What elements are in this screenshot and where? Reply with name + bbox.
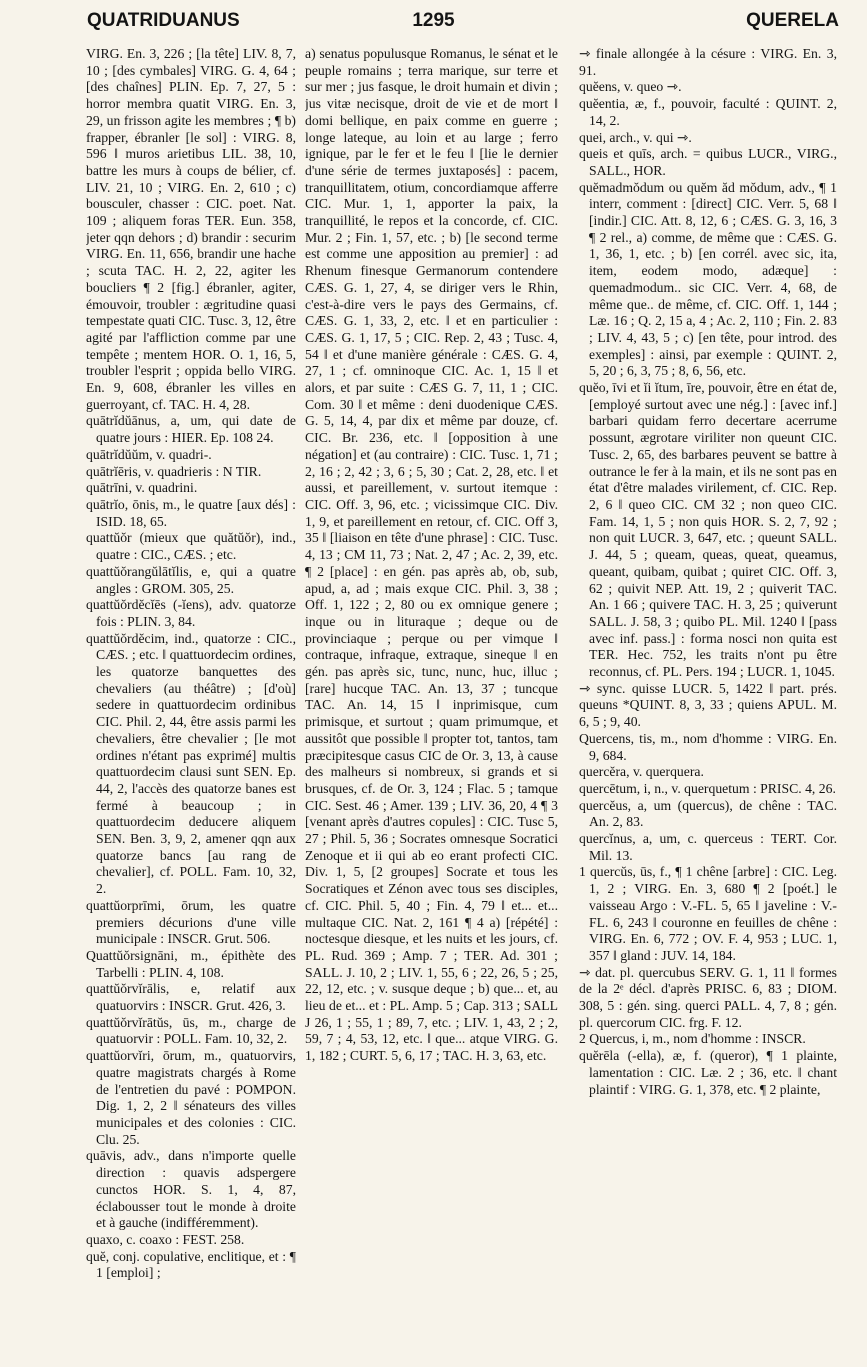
dictionary-entry: quei, arch., v. qui ⇾. [579,129,692,145]
dictionary-entry: 1 quercŭs, ūs, f., ¶ 1 chêne [arbre] : CIC. Leg. 1, 2 ; VIRG. En. 3, 680 ¶ 2 [poét.] le vaisseau Argo : V.-FL. 5, 65 ‖ javeline : V.-FL. 6, 243 ‖ couronne en feuilles de chêne : VIRG. En. 6, 772 ; OV. F. 4, 953 ; LUC. 1, 357 ‖ gland : JUV. 14, 184. [579,864,837,963]
dictionary-entry: quĕmadmŏdum ou quĕm ăd mŏdum, adv., ¶ 1 interr, comment : [direct] CIC. Verr. 5, 68 ‖ [indir.] CIC. Att. 8, 12, 6 ; CÆS. G. 3, 16, 3 ¶ 2 rel., a) comme, de même que : CÆS. G. 1, 36, 1, etc. ; b) [en corrél. avec sic, ita, item, eodem modo, adæque] : quemadmodum.. sic CIC. Verr. 4, 68, de même que.. de même, cf. CIC. Off. 1, 144 ; Læ. 16 ; Q. 2, 15 a, 4 ; Ac. 2, 110 ; Fin. 2. 83 ; LIV. 4, 43, 5 ; c) [en tête, pour introd. des exemples] : ainsi, par exemple : QUINT. 2, 5, 20 ; 6, 3, 75 ; 8, 6, 56, etc. [579,179,837,379]
dictionary-entry: quattŭŏrangŭlātĭlis, e, qui a quatre angles : GROM. 305, 25. [86,563,296,596]
dictionary-entry: quĕens, v. queo ⇾. [579,79,682,95]
dictionary-entry: quĕrēla (-ella), æ, f. (queror), ¶ 1 plainte, lamentation : CIC. Læ. 2 ; 36, etc. ‖ chant plaintif : VIRG. G. 1, 378, etc. ¶ 2 plainte, [579,1048,837,1097]
dictionary-entry: quātrīni, v. quadrini. [86,480,198,496]
dictionary-entry: quaxo, c. coaxo : FEST. 258. [86,1231,245,1247]
dictionary-entry: Quercens, tis, m., nom d'homme : VIRG. En. 9, 684. [579,730,837,763]
dictionary-entry: quattŭorvĭri, ōrum, m., quatuorvirs, quatre magistrats chargés à Rome de l'entretien du pavé : POMPON. Dig. 1, 2, 2 ‖ sénateurs des villes municipales et des colonies : CIC. Clu. 25. [86,1048,296,1147]
dictionary-entry: 2 Quercus, i, m., nom d'homme : INSCR. [579,1031,806,1047]
column-3 [579,46,837,1346]
page-header [0,10,867,42]
dictionary-entry: quercĕra, v. querquera. [579,764,704,780]
dictionary-entry: quattŭorprīmi, ōrum, les quatre premiers décurions d'une ville municipale : INSCR. Grut. 506. [86,897,296,947]
dictionary-entry: quātrĭo, ōnis, m., le quatre [aux dés] : ISID. 18, 65. [86,496,296,529]
dictionary-entry: quātrĭdŭānus, a, um, qui date de quatre jours : HIER. Ep. 108 24. [86,413,296,446]
dictionary-entry: quĕo, īvi et ĭi ĭtum, īre, pouvoir, être en état de, [employé surtout avec une nég.] : [avec inf.] barbari quidam ferro decertare acerrume possunt, ægrotare viriliter non queunt CIC. Tusc. 2, 65, des barbares peuvent se battre à outrance le fer à la main, et ils ne sont pas en état d'être malades virilement, cf. CIC. Rep. 2, 6 ‖ queo CIC. CM 32 ; non queo CIC. Fam. 14, 1, 5 ; non quis HOR. S. 2, 7, 92 ; non quit LUCR. 3, 647, etc. ; queunt SALL. J. 44, 5 ; queam, queas, queat, queamus, queant, quibam, quibat ; quiret CIC. Off. 3, 62 ; quivit NEP. Att. 19, 2 ; quiverit TAC. An. 1 66 ; quivere TAC. H. 3, 25 ; quiverunt SALL. J. 58, 3 ; quibo PL. Mil. 1240 ‖ [pass avec inf. pass.] : forma nosci non quita est TER. Hec. 752, les traits n'ont pu être reconnus, cf. PL. Pers. 194 ; LUCR. 1, 1045. [579,380,837,680]
dictionary-entry: quattŭŏrdĕcĭēs (-ĭens), adv. quatorze fois : PLIN. 3, 84. [86,597,296,629]
column-2 [305,46,558,1346]
entry-continuation: a) senatus populusque Romanus, le sénat et le peuple romains ; terra marique, sur terre et sur mer ; jus fasque, le droit humain et divin ; jus vitæ necisque, droit de vie et de mort ‖ domi bellique, en paix comme en guerre ; longe lateque, au loin et au large ; ferro ignique, par le fer et le feu ‖ [lie le dernier d'une série de termes juxtaposés] : pacem, tranquillitatem, otium, concordiamque afferre CIC. Mur. 1, 1, apporter la paix, la tranquillité, le repos et la concorde, cf. CIC. Mur. 2 ; Fin. 1, 57, etc. ; b) [le second terme est comme une apposition au premier] : ad Rhenum finesque Germanorum contendere CÆS. G. 1, 27, 4, se diriger vers le Rhin, c'est-à-dire vers le pays des Germains, cf. CÆS. G. 1, 33, 2, etc. ‖ et en particulier : CÆS. G. 1, 17, 5 ; CIC. Rep. 2, 43 ; Tusc. 4, 54 ‖ et d'une manière générale : CÆS. G. 4, 27, 1 ; cf. omninoque CIC. Ac. 1, 15 ‖ et alors, et par suite : CÆS G. 7, 11, 1 ; CIC. Com. 30 ‖ et même : deni duodenique CÆS. G. 5, 14, 4, par dix et même par douze, cf. CIC. Br. 236, etc. ‖ [opposition à une négation] et (au contraire) : CIC. Tusc. 1, 71 ; 2, 16 ; 2, 42 ; 3, 6 ; 5, 30 ; Cat. 2, 28, etc. ‖ et aussi, et pareillement, v. surtout itemque : CIC. Off. 3, 96, etc. ; vicissimque CIC. Div. 1, 9, et pareillement en retour, cf. CIC. Off 3, 35 ‖ [liaison en tête d'une phrase] : CIC. Tusc. 4, 13 ; CM 11, 73 ; Nat. 2, 47 ; Ac. 2, 39, etc. ¶ 2 [place] : en gén. pas après ab, ob, sub, apud, a, ad ; mais exque CIC. Phil. 3, 38 ; Off. 1, 122 ; 2, 80 ou ex omnique genere ; inque ou in lituraque ; deque ou de provinciaque ; perque ou per vimque ‖ contraque, infraque, extraque, sineque ‖ en gén. pas après sic, tunc, nunc, huc, illuc ; [rare] hucque TAC. An. 13, 37 ; tuncque TAC. An. 14, 15 ‖ inprimisque, cum primisque, et surtout ; quam primumque, et aussitôt que possible ‖ propter tot, tantos, tam præcipitesque casus CIC de Or. 3, 13, à cause des malheurs si nombreux, si grands et si brusques, cf. de Or. 3, 124 ; Flac. 5 ; tamque CIC. Sest. 46 ; Amer. 139 ; LIV. 36, 20, 4 ¶ 3 [venant après d'autres copules] : CIC. Tusc 5, 27 ; Phil. 5, 36 ; Socrates omnesque Socratici Zenoque et ii qui ab eo erant profecti CIC. Div. 1, 5, [2 groupes] Socrate et tous les Socratiques et Zénon avec tous ses disciples, cf. CIC. Phil. 5, 40 ; Fin. 4, 79 ‖ et... et... multaque CIC. Nat. 2, 161 ¶ 4 a) [répété] : noctesque diesque, et les nuits et les jours, cf. PL. Rud. 369 ; Amp. 7 ; TER. Ad. 301 ; SALL. J. 10, 2 ; LIV. 1, 55, 6 ; 22, 26, 5 ; 25, 22, 12, etc. ; v. susque deque ; b) que... et, au lieu de et... et : PL. Amp. 5 ; Cap. 313 ; SALL J 26, 1 ; 55, 1 ; 89, 7, etc. ; LIV. 1, 43, 2 ; 2, 59, 7 ; 4, 53, 12, etc. ‖ que... atque VIRG. G. 1, 182 ; CURT. 5, 6, 17 ; TAC. H. 3, 63, etc. [305,46,558,1064]
dictionary-entry: quercētum, i, n., v. querquetum : PRISC. 4, 26. [579,780,836,796]
dictionary-entry: quattŭŏr (mieux que quătŭŏr), ind., quatre : CIC., CÆS. ; etc. [86,530,296,563]
dictionary-entry: quātrĭdŭŭm, v. quadri-. [86,446,212,462]
dictionary-entry: quattŭŏrvĭrātŭs, ūs, m., charge de quatuorvir : POLL. Fam. 10, 32, 2. [86,1014,296,1047]
header-first-word: QUATRIDUANUS [87,10,240,31]
dictionary-entry: quattŭŏrdĕcim, ind., quatorze : CIC., CÆS. ; etc. ‖ quattuordecim ordines, les quatorze banquettes des chevaliers (au théâtre) ; [d'où] sedere in quattuordecim ordinibus CIC. Phil. 2, 44, être assis parmi les chevaliers, être chevalier ; [le mot ordines n'étant pas exprimé] multis quattuordecim clausi sunt SEN. Ep. 44, 2, l'accès des quatorze banes est fermé à beaucoup ; in quattuordecim deducere aliquem SEN. Ben. 3, 9, 2, amener qqn aux quatorze bancs [au rang de chevalier], cf. POLL. Fam. 10, 32, 2. [86,630,296,897]
entry-continuation: ⇾ sync. quisse LUCR. 5, 1422 ‖ part. prés. queuns *QUINT. 8, 3, 33 ; quiens APUL. M. 6, 5 ; 9, 40. [579,680,837,730]
entry-continuation: ⇾ finale allongée à la césure : VIRG. En. 3, 91. [579,46,837,78]
dictionary-entry: quĕ, conj. copulative, enclitique, et : ¶ 1 [emploi] ; [86,1248,296,1281]
dictionary-entry: quātrĭēris, v. quadrieris : N TIR. [86,463,262,479]
header-last-word: QUERELA [746,10,839,31]
dictionary-entry: quāvis, adv., dans n'importe quelle direction : quavis adspergere cunctos HOR. S. 1, 4, 87, éclabousser tout le monde à droite et à gauche (indifféremment). [86,1148,296,1231]
dictionary-entry: quĕentia, æ, f., pouvoir, faculté : QUINT. 2, 14, 2. [579,96,837,128]
dictionary-entry: quercĕus, a, um (quercus), de chêne : TAC. An. 2, 83. [579,797,837,830]
dictionary-entry: quercĭnus, a, um, c. querceus : TERT. Cor. Mil. 13. [579,831,837,863]
column-1 [86,46,296,1346]
entry-continuation: ⇾ dat. pl. quercubus SERV. G. 1, 11 ‖ formes de la 2ᵉ décl. d'après PRISC. 6, 83 ; DIOM. 308, 5 : gén. sing. querci PALL. 4, 7, 8 ; gén. pl. quercorum CIC. frg. F. 12. [579,964,837,1030]
dictionary-entry: quattŭŏrvĭrālis, e, relatif aux quatuorvirs : INSCR. Grut. 426, 3. [86,981,296,1014]
dictionary-entry: queis et quīs, arch. = quibus LUCR., VIRG., SALL., HOR. [579,146,837,178]
dictionary-entry: Quattŭŏrsignāni, m., épithète des Tarbelli : PLIN. 4, 108. [86,947,296,980]
entry-continuation: VIRG. En. 3, 226 ; [la tête] LIV. 8, 7, 10 ; [des cymbales] VIRG. G. 4, 64 ; [des chaînes] PLIN. Ep. 7, 27, 5 : horror membra quatit VIRG. En. 3, 29, un frisson agite les membres ; ¶ b) frapper, ébranler [le sol] : VIRG. 8, 596 ‖ muros arietibus LIL. 38, 10, battre les murs à coups de bélier, cf. LIV. 21, 10 ; VIRG. En. 2, 610 ; c) bousculer, chasser : CIC. poet. Nat. 109 ; aliquem foras TER. Eun. 358, jeter qqn dehors ; d) brandir : securim VIRG. En. 11, 656, brandir une hache ; scuta TAC. H. 2, 22, agiter les boucliers ¶ 2 [fig.] ébranler, agiter, émouvoir, troubler : ægritudine quasi tempestate quati CIC. Tusc. 3, 12, être agité par l'affliction comme par une tempête ; mentem HOR. O. 1, 16, 5, troubler l'esprit ; oppida bello VIRG. En. 9, 608, ébranler les villes en guerroyant, cf. TAC. H. 4, 28. [86,46,296,412]
page-number: 1295 [412,10,455,31]
